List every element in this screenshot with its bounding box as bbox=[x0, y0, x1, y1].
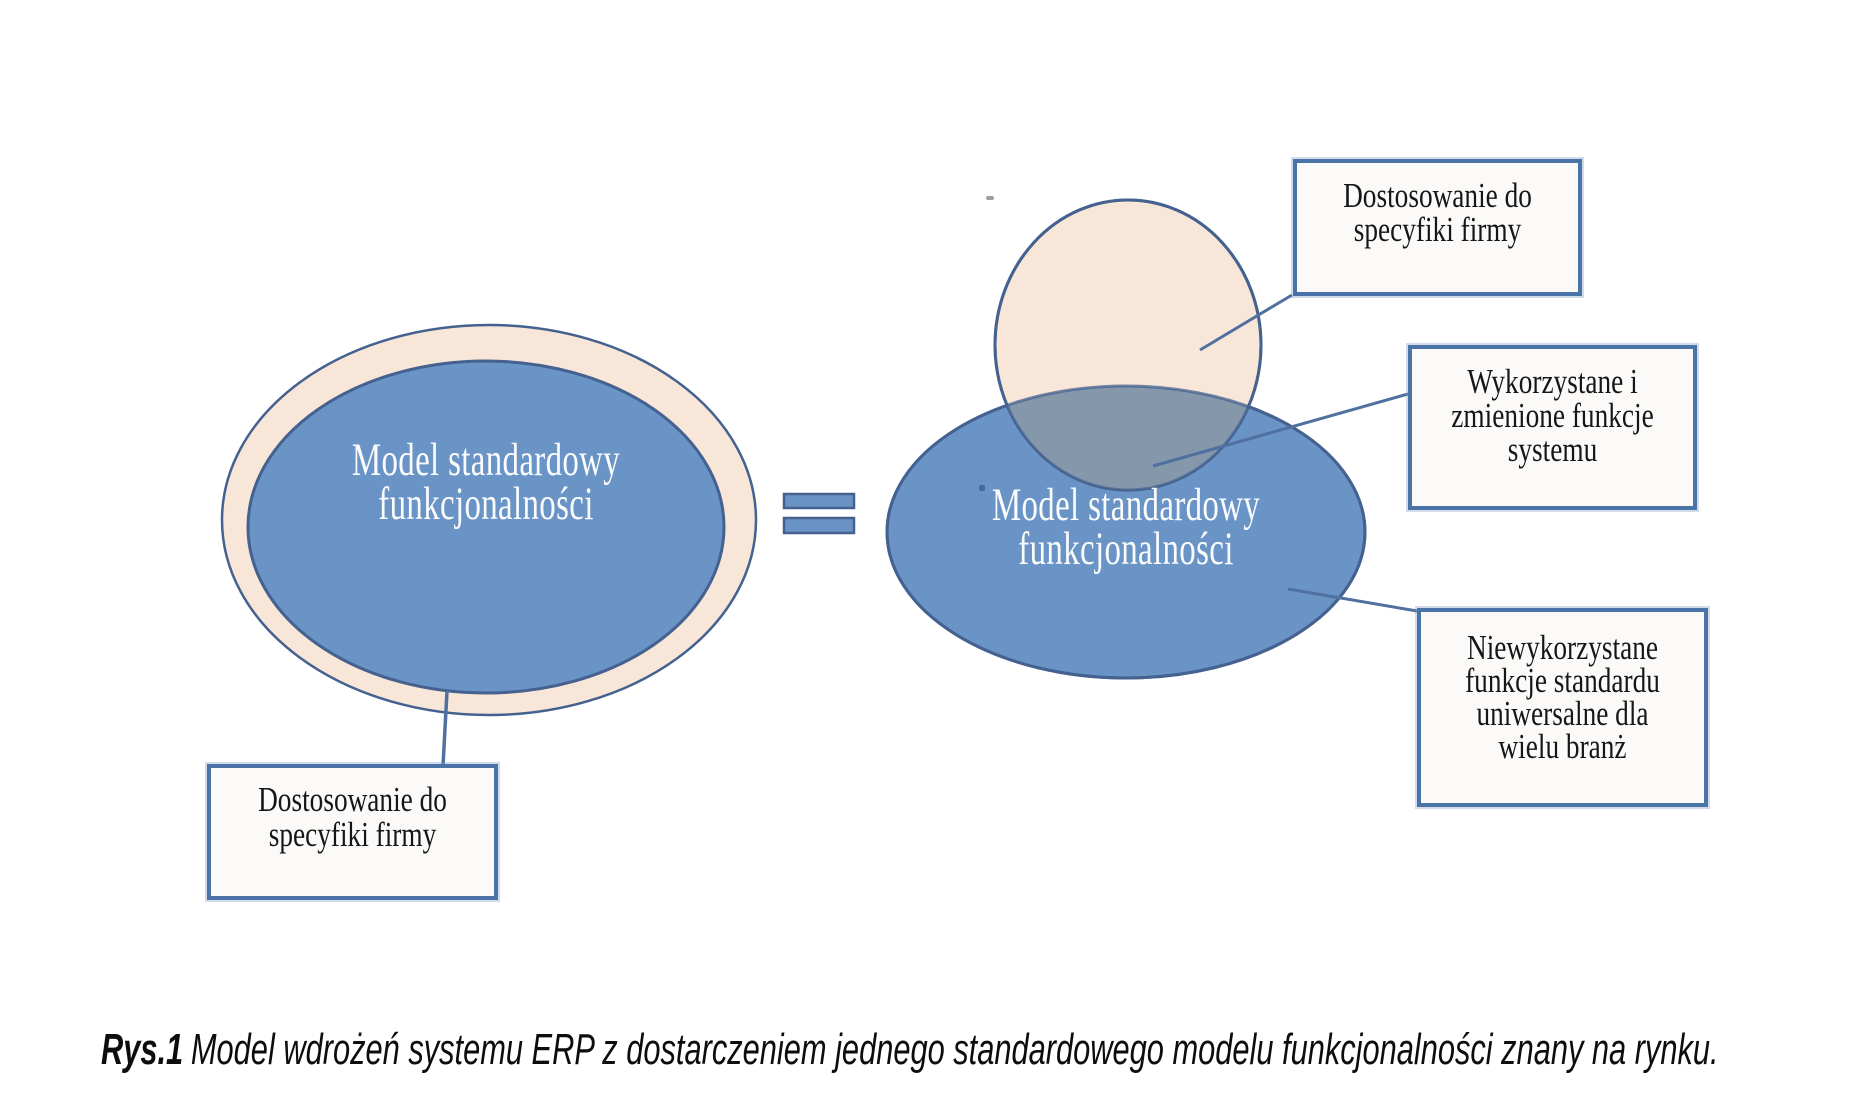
left-label-box bbox=[207, 764, 498, 900]
mid-right-label-box-line2: zmienione funkcje bbox=[1451, 396, 1654, 435]
mid-right-label-box-line3: systemu bbox=[1507, 430, 1598, 469]
top-right-label-box bbox=[1293, 159, 1582, 296]
bottom-right-label-box-line1: Niewykorzystane bbox=[1466, 628, 1659, 667]
mid-right-label-box bbox=[1408, 345, 1697, 510]
left-label-box-line2: specyfiki firmy bbox=[268, 815, 437, 854]
equals-sign bbox=[784, 494, 854, 533]
left-ellipse-label bbox=[290, 434, 682, 530]
top-right-label-box-line2: specyfiki firmy bbox=[1353, 210, 1522, 249]
bottom-right-label-box bbox=[1417, 608, 1708, 807]
bottom-right-label-box-line3: uniwersalne dla bbox=[1476, 694, 1649, 733]
right-ellipse-label bbox=[930, 479, 1322, 575]
speck-artifact-1 bbox=[986, 196, 994, 200]
figure-caption-number: Rys.1 bbox=[101, 1025, 184, 1074]
left-label-box-line1: Dostosowanie do bbox=[258, 780, 447, 819]
top-right-label-box-line1: Dostosowanie do bbox=[1343, 176, 1532, 215]
figure-caption bbox=[101, 1022, 1719, 1078]
figure-caption-text: Model wdrożeń systemu ERP z dostarczeniem jednego standardowego modelu funkcjonalności znany na rynku. bbox=[190, 1025, 1719, 1074]
right-ellipse-label-line1: Model standardowy bbox=[991, 479, 1261, 531]
bottom-right-label-box-line2: funkcje standardu bbox=[1465, 661, 1660, 700]
left-ellipse-label-line2: funkcjonalności bbox=[378, 478, 594, 530]
left-ellipse-label-line1: Model standardowy bbox=[351, 434, 621, 486]
mid-right-label-box-line1: Wykorzystane i bbox=[1467, 362, 1638, 401]
bottom-right-label-box-line4: wielu branż bbox=[1498, 727, 1627, 766]
right-ellipse-label-line2: funkcjonalności bbox=[1018, 523, 1234, 575]
